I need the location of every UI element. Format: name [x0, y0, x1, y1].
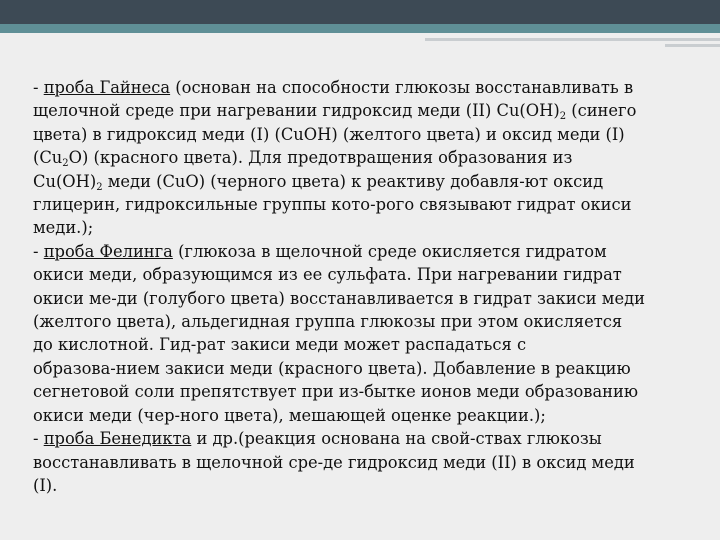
text-line [33, 123, 693, 146]
slide-body-text [33, 76, 693, 497]
paragraph [33, 427, 693, 497]
subscript: 2 [559, 111, 567, 123]
text-run: окиси меди (чер-ного цвета), мешающей оценке реакции.); [33, 405, 546, 425]
paragraph [33, 76, 693, 240]
text-run: (синего [566, 101, 637, 121]
text-run: (Cu [33, 148, 63, 168]
text-line [33, 99, 693, 122]
text-run: глицерин, гидроксильные группы кото-рого связывают гидрат окиси [33, 195, 632, 215]
text-line [33, 333, 693, 356]
text-line [33, 357, 693, 380]
text-run: O) (красного цвета). Для предотвращения образования из [68, 148, 573, 168]
text-run: (I). [33, 475, 58, 495]
text-line [33, 240, 693, 263]
test-name-link[interactable]: проба Гайнеса [43, 78, 171, 97]
text-line [33, 170, 693, 193]
text-run: окиси меди, образующимся из ее сульфата. При нагревании гидрат [33, 265, 622, 285]
text-line [33, 380, 693, 403]
text-run: (желтого цвета), альдегидная группа глюкозы при этом окисляется [33, 312, 623, 332]
text-run: - [33, 241, 44, 261]
text-line [33, 193, 693, 216]
text-line [33, 146, 693, 169]
text-run: сегнетовой соли препятствует при из-бытке ионов меди образованию [33, 382, 639, 402]
slide-accent-stripe [0, 24, 720, 33]
subscript: 2 [96, 181, 103, 193]
text-run: и др.(реакция основана на свой-ствах глюкозы [191, 429, 602, 449]
text-run: меди (CuO) (черного цвета) к реактиву добавля-ют оксид [102, 171, 604, 191]
slide-header-bar [0, 0, 720, 24]
text-run: образова-нием закиси меди (красного цвета). Добавление в реакцию [33, 358, 631, 378]
text-line [33, 287, 693, 310]
text-run: (основан на способности глюкозы восстанавливать в [170, 78, 634, 97]
text-run: - [33, 429, 44, 449]
text-line [33, 451, 693, 474]
subscript: 2 [62, 158, 69, 170]
slide-accent-line [425, 38, 720, 41]
text-line [33, 216, 693, 239]
text-line [33, 404, 693, 427]
text-line [33, 76, 693, 99]
text-line [33, 427, 693, 450]
text-run: (глюкоза в щелочной среде окисляется гидратом [172, 241, 607, 261]
text-line [33, 474, 693, 497]
text-run: до кислотной. Гид-рат закиси меди может распадаться с [33, 335, 527, 355]
text-run: Cu(OH) [33, 171, 97, 191]
test-name-link[interactable]: проба Фелинга [43, 241, 173, 261]
text-run: щелочной среде при нагревании гидроксид меди (II) Cu(OH) [33, 101, 560, 121]
paragraph [33, 240, 693, 427]
text-line [33, 310, 693, 333]
text-run: цвета) в гидроксид меди (I) (CuOH) (желтого цвета) и оксид меди (I) [33, 124, 625, 144]
text-run: - [33, 78, 44, 97]
text-run: восстанавливать в щелочной сре-де гидроксид меди (II) в оксид меди [33, 452, 635, 472]
slide-accent-line-short [665, 44, 720, 47]
text-run: окиси ме-ди (голубого цвета) восстанавливается в гидрат закиси меди [33, 288, 645, 308]
test-name-link[interactable]: проба Бенедикта [43, 429, 192, 449]
text-run: меди.); [33, 218, 94, 238]
text-line [33, 263, 693, 286]
